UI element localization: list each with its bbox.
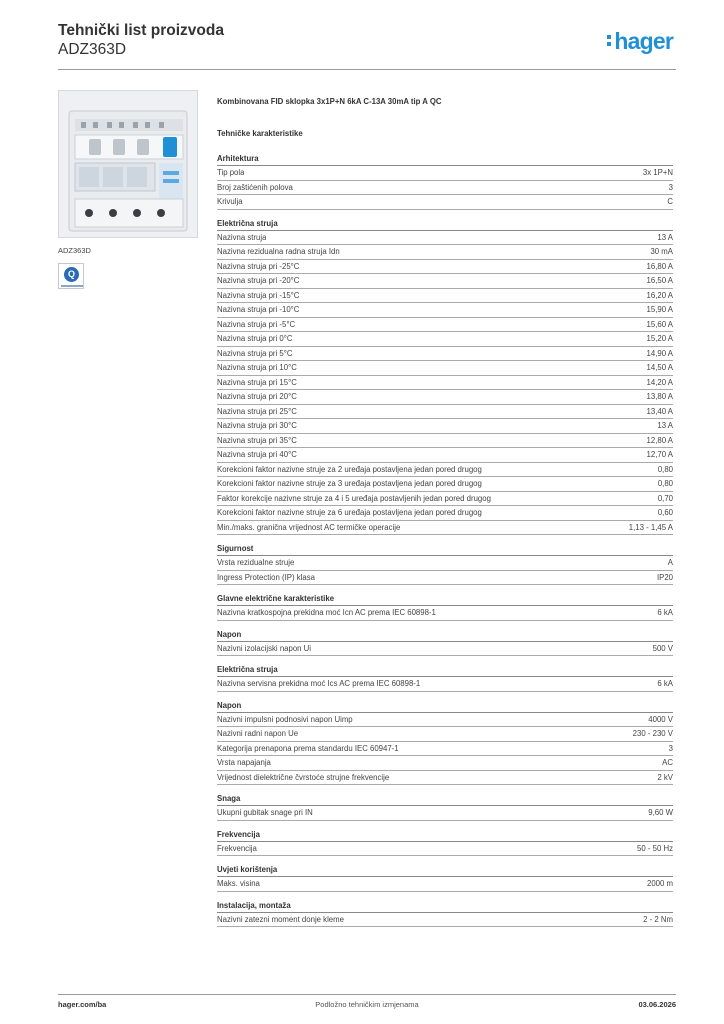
- spec-row: [217, 376, 673, 391]
- spec-row: [217, 606, 673, 621]
- spec-row: [217, 492, 673, 507]
- spec-row: [217, 289, 673, 304]
- spec-value: 9,60 W: [648, 808, 673, 817]
- section-title: Arhitektura: [217, 151, 673, 166]
- hager-logo: [607, 28, 673, 55]
- spec-label: Nazivna struja: [217, 232, 267, 242]
- spec-column: [217, 97, 673, 927]
- spec-label: Broj zaštićenih polova: [217, 182, 293, 192]
- spec-value: 14,20 A: [646, 377, 673, 387]
- spec-row: [217, 361, 673, 376]
- footer-date: 03.06.2026: [638, 1000, 676, 1009]
- spec-row: [217, 806, 673, 821]
- spec-label: Nazivna rezidualna radna struja Idn: [217, 247, 340, 256]
- spec-label: Frekvencija: [217, 843, 257, 853]
- logo-text: hager: [614, 28, 673, 54]
- spec-row: [217, 913, 673, 928]
- spec-value: 15,20 A: [646, 334, 673, 343]
- footer-notice: Podložno tehničkim izmjenama: [315, 1000, 419, 1009]
- spec-label: Nazivna struja pri -20°C: [217, 276, 300, 285]
- document-title: Tehnički list proizvoda: [58, 22, 224, 39]
- spec-value: 15,90 A: [646, 305, 673, 314]
- spec-row: [217, 713, 673, 728]
- spec-value: 14,50 A: [646, 363, 673, 372]
- spec-row: [217, 742, 673, 757]
- spec-row: [217, 756, 673, 771]
- spec-value: 30 mA: [650, 247, 673, 256]
- spec-label: Nazivni zatezni moment donje kleme: [217, 914, 344, 924]
- circuit-breaker-icon: [59, 91, 198, 238]
- quality-badge-letter: Q: [64, 267, 79, 282]
- spec-row: [217, 260, 673, 275]
- spec-value: 13 A: [657, 421, 673, 430]
- spec-label: Nazivna struja pri 0°C: [217, 334, 293, 343]
- spec-value: 4000 V: [648, 714, 673, 724]
- section-title: Frekvencija: [217, 827, 673, 842]
- spec-row: [217, 448, 673, 463]
- product-image: [58, 90, 198, 238]
- spec-value: 16,80 A: [646, 261, 673, 271]
- spec-label: Vrijednost dielektrične čvrstoće strujne frekvencije: [217, 772, 390, 782]
- section-title: Napon: [217, 627, 673, 642]
- spec-label: Nazivna struja pri -25°C: [217, 261, 300, 271]
- spec-row: [217, 434, 673, 449]
- spec-row: [217, 231, 673, 246]
- spec-value: 13,80 A: [646, 392, 673, 401]
- spec-row: [217, 556, 673, 571]
- section-title: Glavne električne karakteristike: [217, 591, 673, 606]
- spec-row: [217, 303, 673, 318]
- spec-row: [217, 506, 673, 521]
- spec-value: 0,70: [657, 493, 673, 503]
- spec-label: Vrsta rezidualne struje: [217, 558, 295, 567]
- spec-row: [217, 677, 673, 692]
- spec-row: [217, 318, 673, 333]
- spec-value: 3: [668, 743, 673, 753]
- left-column: [58, 90, 198, 289]
- section-title: Instalacija, montaža: [217, 898, 673, 913]
- spec-label: Nazivni impulsni podnosivi napon Uimp: [217, 714, 353, 724]
- spec-row: [217, 842, 673, 857]
- spec-label: Nazivna struja pri 40°C: [217, 450, 297, 459]
- spec-value: 13 A: [657, 232, 673, 242]
- product-description: Kombinovana FID sklopka 3x1P+N 6kA C-13A 30mA tip A QC: [217, 97, 442, 106]
- spec-label: Maks. visina: [217, 879, 260, 888]
- spec-value: 0,80: [657, 479, 673, 488]
- spec-label: Nazivna struja pri 5°C: [217, 348, 293, 358]
- spec-row: [217, 332, 673, 347]
- spec-row: [217, 727, 673, 742]
- section-title: Uvjeti korištenja: [217, 862, 673, 877]
- spec-label: Korekcioni faktor nazivne struje za 3 uređaja postavljena jedan pored drugog: [217, 479, 482, 488]
- spec-row: [217, 771, 673, 786]
- spec-row: [217, 521, 673, 536]
- spec-value: 0,60: [657, 508, 673, 517]
- spec-value: 6 kA: [657, 679, 673, 688]
- spec-label: Ukupni gubitak snage pri IN: [217, 808, 313, 817]
- spec-label: Vrsta napajanja: [217, 758, 271, 767]
- quality-badge: [58, 263, 84, 289]
- product-code: ADZ363D: [58, 41, 127, 58]
- spec-label: Nazivna struja pri 20°C: [217, 392, 297, 401]
- section-title: Snaga: [217, 791, 673, 806]
- spec-value: 500 V: [652, 643, 673, 653]
- spec-value: 230 - 230 V: [632, 729, 673, 738]
- spec-value: A: [667, 558, 673, 567]
- spec-value: 2000 m: [646, 879, 673, 888]
- spec-row: [217, 390, 673, 405]
- spec-value: 16,20 A: [646, 290, 673, 300]
- section-title: Sigurnost: [217, 541, 673, 556]
- spec-label: Faktor korekcije nazivne struje za 4 i 5 uređaja postavljenih jedan pored drugog: [217, 493, 491, 503]
- spec-value: C: [667, 197, 673, 206]
- spec-value: 0,80: [657, 464, 673, 474]
- spec-value: 3x 1P+N: [642, 168, 673, 177]
- spec-label: Krivulja: [217, 197, 243, 206]
- spec-label: Nazivna struja pri 10°C: [217, 363, 297, 372]
- spec-label: Korekcioni faktor nazivne struje za 6 uređaja postavljena jedan pored drugog: [217, 508, 482, 517]
- spec-label: Nazivna kratkospojna prekidna moć Icn AC prema IEC 60898-1: [217, 608, 436, 617]
- spec-label: Nazivna struja pri -10°C: [217, 305, 300, 314]
- spec-label: Nazivni radni napon Ue: [217, 729, 299, 738]
- spec-row: [217, 347, 673, 362]
- spec-row: [217, 274, 673, 289]
- spec-value: 12,80 A: [646, 435, 673, 445]
- spec-label: Tip pola: [217, 168, 245, 177]
- page-footer: [58, 994, 676, 1010]
- spec-row: [217, 571, 673, 586]
- spec-value: 3: [668, 182, 673, 192]
- section-title: Napon: [217, 698, 673, 713]
- spec-label: Nazivna struja pri 15°C: [217, 377, 297, 387]
- spec-value: 2 kV: [657, 772, 673, 782]
- spec-value: 15,60 A: [646, 319, 673, 329]
- spec-value: AC: [662, 758, 673, 767]
- spec-row: [217, 877, 673, 892]
- spec-label: Nazivna struja pri -5°C: [217, 319, 296, 329]
- footer-website[interactable]: hager.com/ba: [58, 1000, 107, 1009]
- spec-label: Kategorija prenapona prema standardu IEC 60947-1: [217, 743, 399, 753]
- spec-row: [217, 245, 673, 260]
- spec-label: Ingress Protection (IP) klasa: [217, 572, 315, 582]
- spec-value: 13,40 A: [646, 406, 673, 416]
- quality-badge-bar-icon: [61, 285, 83, 287]
- spec-row: [217, 405, 673, 420]
- spec-row: [217, 166, 673, 181]
- spec-row: [217, 477, 673, 492]
- spec-value: 6 kA: [657, 608, 673, 617]
- spec-label: Min./maks. granična vrijednost AC termičke operacije: [217, 522, 401, 532]
- spec-value: 2 - 2 Nm: [643, 914, 673, 924]
- spec-label: Nazivna struja pri 25°C: [217, 406, 297, 416]
- spec-label: Nazivna struja pri 35°C: [217, 435, 297, 445]
- spec-value: 14,90 A: [646, 348, 673, 358]
- spec-label: Nazivni izolacijski napon Ui: [217, 643, 312, 653]
- spec-value: 1,13 - 1,45 A: [628, 522, 673, 532]
- spec-value: 16,50 A: [646, 276, 673, 285]
- tech-heading: Tehničke karakteristike: [217, 129, 303, 138]
- spec-row: [217, 195, 673, 210]
- spec-row: [217, 181, 673, 196]
- spec-row: [217, 463, 673, 478]
- spec-value: 12,70 A: [646, 450, 673, 459]
- spec-row: [217, 419, 673, 434]
- spec-label: Korekcioni faktor nazivne struje za 2 uređaja postavljena jedan pored drugog: [217, 464, 482, 474]
- spec-label: Nazivna struja pri 30°C: [217, 421, 297, 430]
- section-title: Električna struja: [217, 216, 673, 231]
- spec-row: [217, 642, 673, 657]
- spec-value: 50 - 50 Hz: [637, 843, 673, 853]
- spec-sections: [217, 151, 673, 927]
- section-title: Električna struja: [217, 662, 673, 677]
- spec-label: Nazivna struja pri -15°C: [217, 290, 300, 300]
- spec-value: IP20: [656, 572, 673, 582]
- image-caption: ADZ363D: [58, 246, 91, 255]
- page-header: [58, 20, 676, 70]
- spec-label: Nazivna servisna prekidna moć Ics AC prema IEC 60898-1: [217, 679, 421, 688]
- logo-dots-icon: [607, 35, 612, 49]
